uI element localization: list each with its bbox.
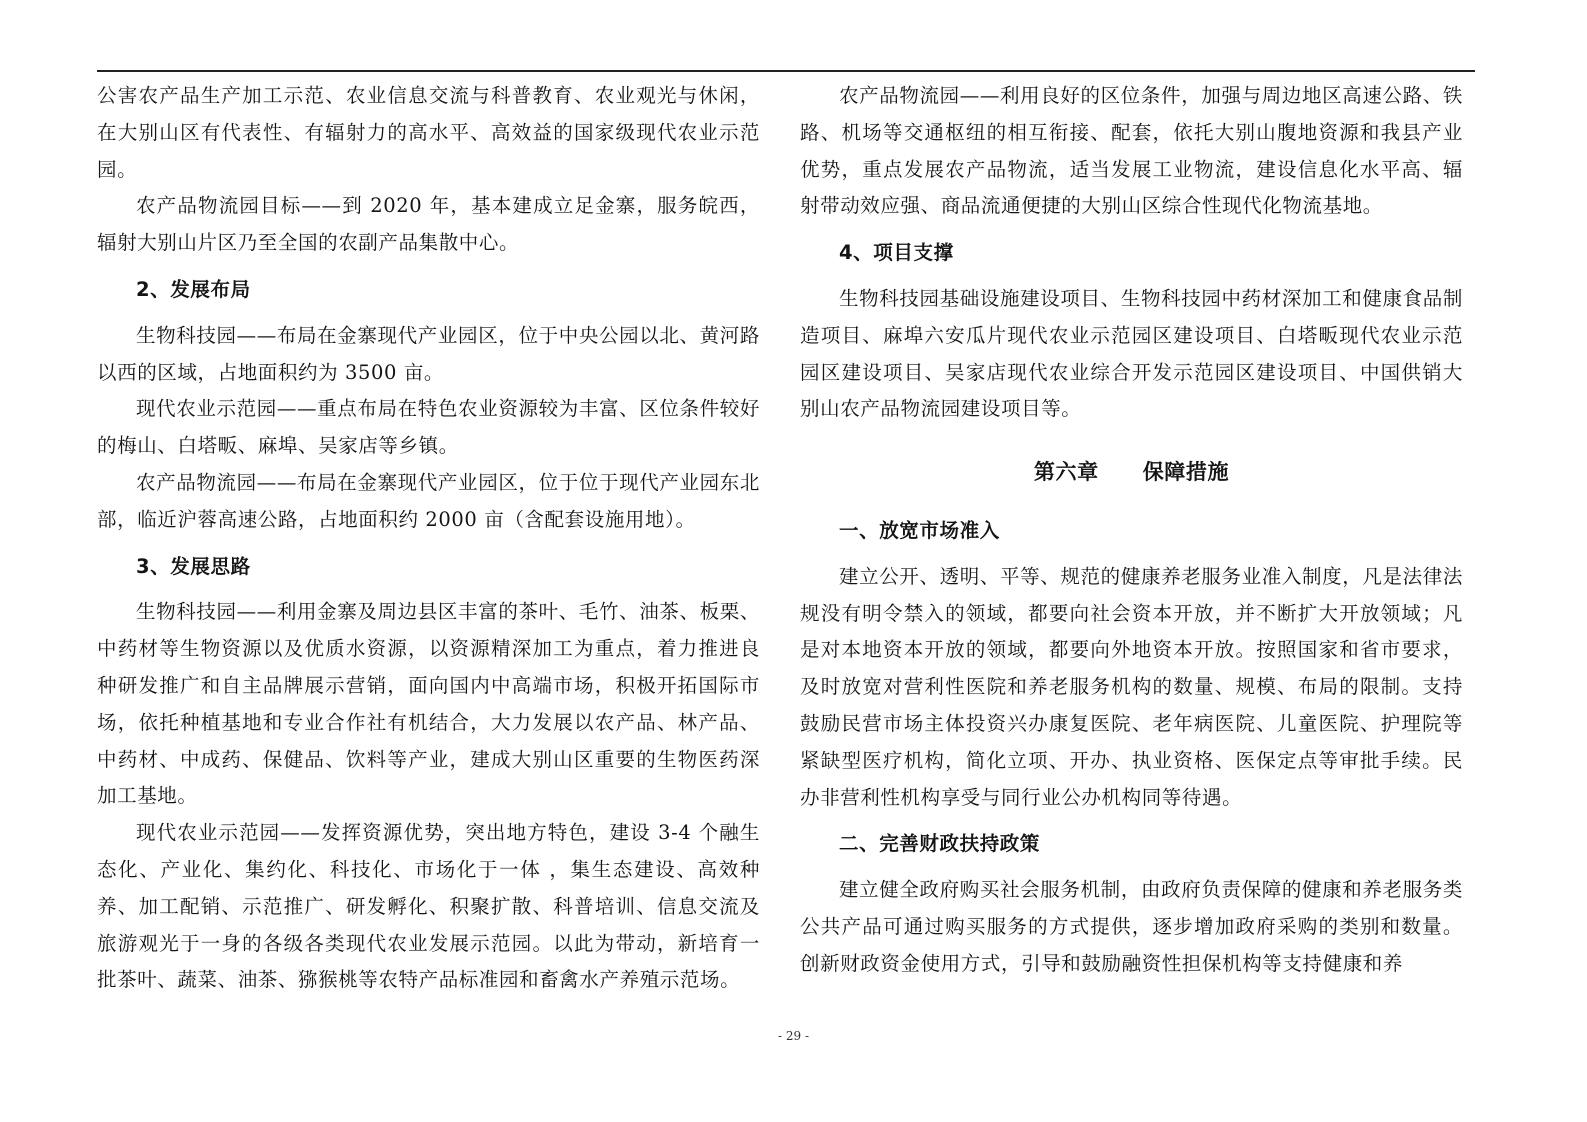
- section-heading: 二、完善财政扶持政策: [839, 832, 1041, 856]
- section-heading: 一、放宽市场准入: [839, 518, 1000, 542]
- chapter-number: 第六章: [1033, 460, 1099, 485]
- paragraph: 现代农业示范园——发挥资源优势，突出地方特色，建设 3-4 个融生态化、产业化、集约化、科技化、市场化于一体 ，集生态建设、高效种养、加工配销、示范推广、研发孵化、积聚扩散、科普培训、信息交流及旅游观光于一身的各级各类现代农业发展示范园。以此为带动，新培育一批茶叶、蔬菜、油茶、猕猴桃等农特产品标准园和畜禽水产养殖示范场。: [97, 821, 760, 992]
- page-number: - 29 -: [777, 1029, 809, 1043]
- chapter-name: 保障措施: [1142, 460, 1230, 485]
- paragraph: 农产品物流园目标——到 2020 年，基本建成立足金寨，服务皖西，辐射大别山片区乃至全国的农副产品集散中心。: [97, 194, 760, 255]
- left-column: [97, 78, 760, 999]
- paragraph: 农产品物流园——布局在金寨现代产业园区，位于位于现代产业园东北部，临近沪蓉高速公路，占地面积约 2000 亩（含配套设施用地）。: [97, 470, 760, 531]
- section-heading: 2、发展布局: [136, 277, 251, 301]
- chapter-title: [800, 454, 1463, 491]
- paragraph: 生物科技园——利用金寨及周边县区丰富的茶叶、毛竹、油茶、板栗、中药材等生物资源以及优质水资源，以资源精深加工为重点，着力推进良种研发推广和自主品牌展示营销，面向国内中高端市场，积极开拓国际市场，依托种植基地和专业合作社有机结合，大力发展以农产品、林产品、中药材、中成药、保健品、饮料等产业，建成大别山区重要的生物医药深加工基地。: [97, 600, 760, 808]
- header-rule: [97, 70, 1475, 72]
- paragraph: 生物科技园基础设施建设项目、生物科技园中药材深加工和健康食品制造项目、麻埠六安瓜片现代农业示范园区建设项目、白塔畈现代农业示范园区建设项目、吴家店现代农业综合开发示范园区建设项目、中国供销大别山农产品物流园建设项目等。: [800, 286, 1463, 421]
- paragraph: 建立公开、透明、平等、规范的健康养老服务业准入制度，凡是法律法规没有明令禁入的领域，都要向社会资本开放，并不断扩大开放领域；凡是对本地资本开放的领域，都要向外地资本开放。按照国家和省市要求，及时放宽对营利性医院和养老服务机构的数量、规模、布局的限制。支持鼓励民营市场主体投资兴办康复医院、老年病医院、儿童医院、护理院等紧缺型医疗机构，简化立项、开办、执业资格、医保定点等审批手续。民办非营利性机构享受与同行业公办机构同等待遇。: [800, 564, 1463, 809]
- paragraph: 建立健全政府购买社会服务机制，由政府负责保障的健康和养老服务类公共产品可通过购买服务的方式提供，逐步增加政府采购的类别和数量。创新财政资金使用方式，引导和鼓励融资性担保机构等支持健康和养: [800, 878, 1463, 975]
- right-column: [800, 78, 1463, 983]
- paragraph: 公害农产品生产加工示范、农业信息交流与科普教育、农业观光与休闲，在大别山区有代表性、有辐射力的高水平、高效益的国家级现代农业示范园。: [97, 84, 760, 181]
- paragraph: 农产品物流园——利用良好的区位条件，加强与周边地区高速公路、铁路、机场等交通枢纽的相互衔接、配套，依托大别山腹地资源和我县产业优势，重点发展农产品物流，适当发展工业物流，建设信息化水平高、辐射带动效应强、商品流通便捷的大别山区综合性现代化物流基地。: [800, 84, 1463, 218]
- section-heading: 4、项目支撑: [839, 241, 954, 265]
- section-heading: 3、发展思路: [136, 554, 251, 578]
- paragraph: 现代农业示范园——重点布局在特色农业资源较为丰富、区位条件较好的梅山、白塔畈、麻埠、吴家店等乡镇。: [97, 397, 760, 458]
- paragraph: 生物科技园——布局在金寨现代产业园区，位于中央公园以北、黄河路以西的区域，占地面积约为 3500 亩。: [97, 323, 760, 384]
